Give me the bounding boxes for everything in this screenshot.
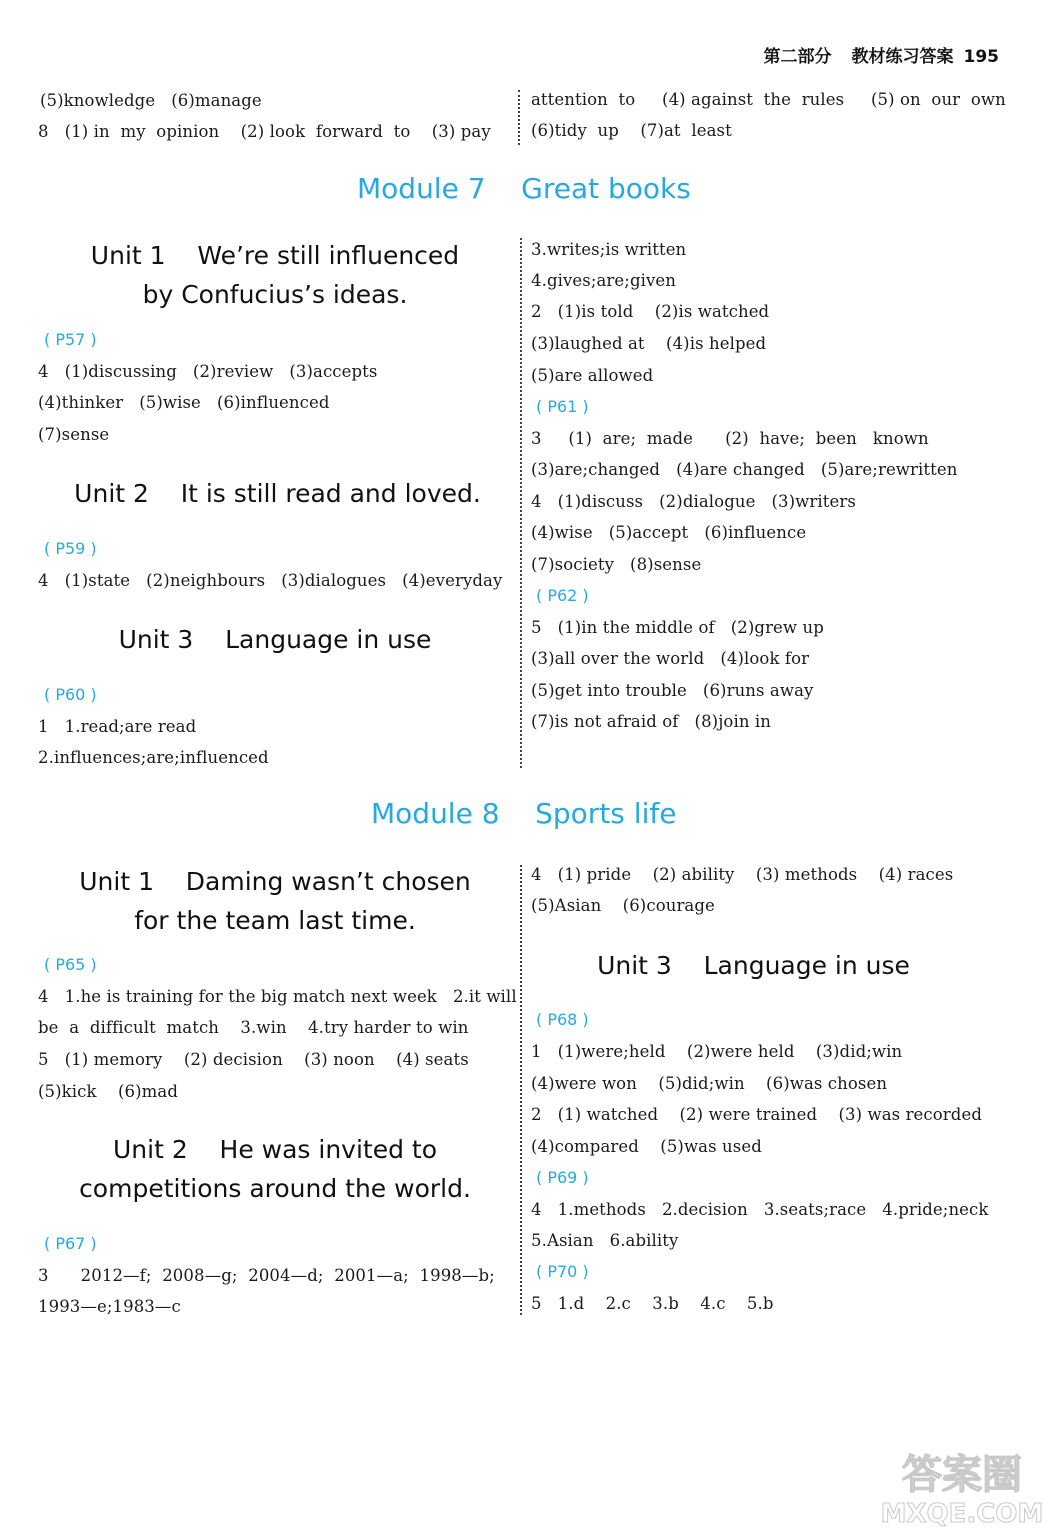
answer-line: (4)compared (5)was used <box>531 1137 762 1156</box>
page-ref-p60: ( P60 ) <box>44 685 97 704</box>
page-ref-p59: ( P59 ) <box>44 539 97 558</box>
page-ref-p61: ( P61 ) <box>536 397 589 416</box>
answer-line: (3)laughed at (4)is helped <box>531 334 767 353</box>
m8-unit-2-title: Unit 2 He was invited to competitions around the world. <box>79 1135 471 1203</box>
answer-line: 8 (1) in my opinion (2) look forward to (3) pay <box>38 122 491 141</box>
page-ref-p70: ( P70 ) <box>536 1262 589 1281</box>
module-8-title: Module 8 Sports life <box>371 797 677 830</box>
module-7-title: Module 7 Great books <box>357 172 691 205</box>
running-header <box>764 42 1000 67</box>
watermark-logo <box>880 1440 1045 1530</box>
answer-line: (5)get into trouble (6)runs away <box>531 681 814 700</box>
answer-line: 5.Asian 6.ability <box>531 1231 679 1250</box>
column-divider-top <box>518 90 520 145</box>
page-number: 195 <box>963 47 999 67</box>
answer-line: (5)Asian (6)courage <box>531 896 715 915</box>
answer-line: be a difficult match 3.win 4.try harder to win <box>38 1018 469 1037</box>
page-ref-p57: ( P57 ) <box>44 330 97 349</box>
answer-line: (7)is not afraid of (8)join in <box>531 712 772 731</box>
m7-unit-1-title: Unit 1 We’re still influenced by Confucius’s ideas. <box>90 241 460 309</box>
answer-line: (4)thinker (5)wise (6)influenced <box>38 393 330 412</box>
page-ref-p67: ( P67 ) <box>44 1234 97 1253</box>
answer-line: 3.writes;is written <box>531 240 687 259</box>
answer-line: 4 1.he is training for the big match next week 2.it will <box>38 987 517 1006</box>
answer-line: (7)sense <box>38 425 110 444</box>
answer-line: 5 (1) memory (2) decision (3) noon (4) seats <box>38 1050 469 1069</box>
column-divider-module-8 <box>520 865 522 1315</box>
header-title: 教材练习答案 <box>851 47 954 67</box>
answer-line: (3)all over the world (4)look for <box>531 649 810 668</box>
answer-line: 4 (1) pride (2) ability (3) methods (4) races <box>531 865 954 884</box>
m8-unit-3-title: Unit 3 Language in use <box>597 951 910 980</box>
answer-line: 2.influences;are;influenced <box>38 748 269 767</box>
answer-line: 4 (1)state (2)neighbours (3)dialogues (4)everyday <box>38 571 503 590</box>
answer-line: (7)society (8)sense <box>531 555 702 574</box>
answer-line: 5 (1)in the middle of (2)grew up <box>531 618 824 637</box>
answer-line: 5 1.d 2.c 3.b 4.c 5.b <box>531 1294 774 1313</box>
page-ref-p68: ( P68 ) <box>536 1010 589 1029</box>
answer-line: (5)are allowed <box>531 366 654 385</box>
answer-line: (5)kick (6)mad <box>38 1082 178 1101</box>
answer-line: 4 1.methods 2.decision 3.seats;race 4.pride;neck <box>531 1200 989 1219</box>
page-ref-p62: ( P62 ) <box>536 586 589 605</box>
answer-line: 4 (1)discussing (2)review (3)accepts <box>38 362 378 381</box>
answer-line: 2 (1)is told (2)is watched <box>531 302 770 321</box>
m7-unit-3-title: Unit 3 Language in use <box>118 625 432 654</box>
answer-line: 1 (1)were;held (2)were held (3)did;win <box>531 1042 903 1061</box>
answer-line: 1 1.read;are read <box>38 717 197 736</box>
answer-line: (5)knowledge (6)manage <box>40 91 262 110</box>
answer-line: 3 2012—f; 2008—g; 2004—d; 2001—a; 1998—b; <box>38 1266 495 1285</box>
answer-line: (4)wise (5)accept (6)influence <box>531 523 807 542</box>
page-ref-p65: ( P65 ) <box>44 955 97 974</box>
m8-unit-1-title: Unit 1 Daming wasn’t chosen for the team last time. <box>79 867 471 935</box>
answer-line: 3 (1) are; made (2) have; been known <box>531 429 929 448</box>
answer-line: 4.gives;are;given <box>531 271 676 290</box>
m7-unit-2-title: Unit 2 It is still read and loved. <box>74 479 481 508</box>
page-ref-p69: ( P69 ) <box>536 1168 589 1187</box>
answer-line: 2 (1) watched (2) were trained (3) was recorded <box>531 1105 982 1124</box>
answer-line: (4)were won (5)did;win (6)was chosen <box>531 1074 888 1093</box>
answer-line: 4 (1)discuss (2)dialogue (3)writers <box>531 492 856 511</box>
answer-line: (3)are;changed (4)are changed (5)are;rewritten <box>531 460 958 479</box>
answer-line: (6)tidy up (7)at least <box>531 121 732 140</box>
header-section: 第二部分 <box>763 47 832 67</box>
column-divider-module-7 <box>520 238 522 768</box>
svg-text:MXQE.COM: MXQE.COM <box>880 1499 1044 1529</box>
answer-line: 1993—e;1983—c <box>38 1297 181 1316</box>
svg-text:答案圈: 答案圈 <box>902 1452 1022 1498</box>
answer-line: attention to (4) against the rules (5) on our own <box>531 90 1006 109</box>
